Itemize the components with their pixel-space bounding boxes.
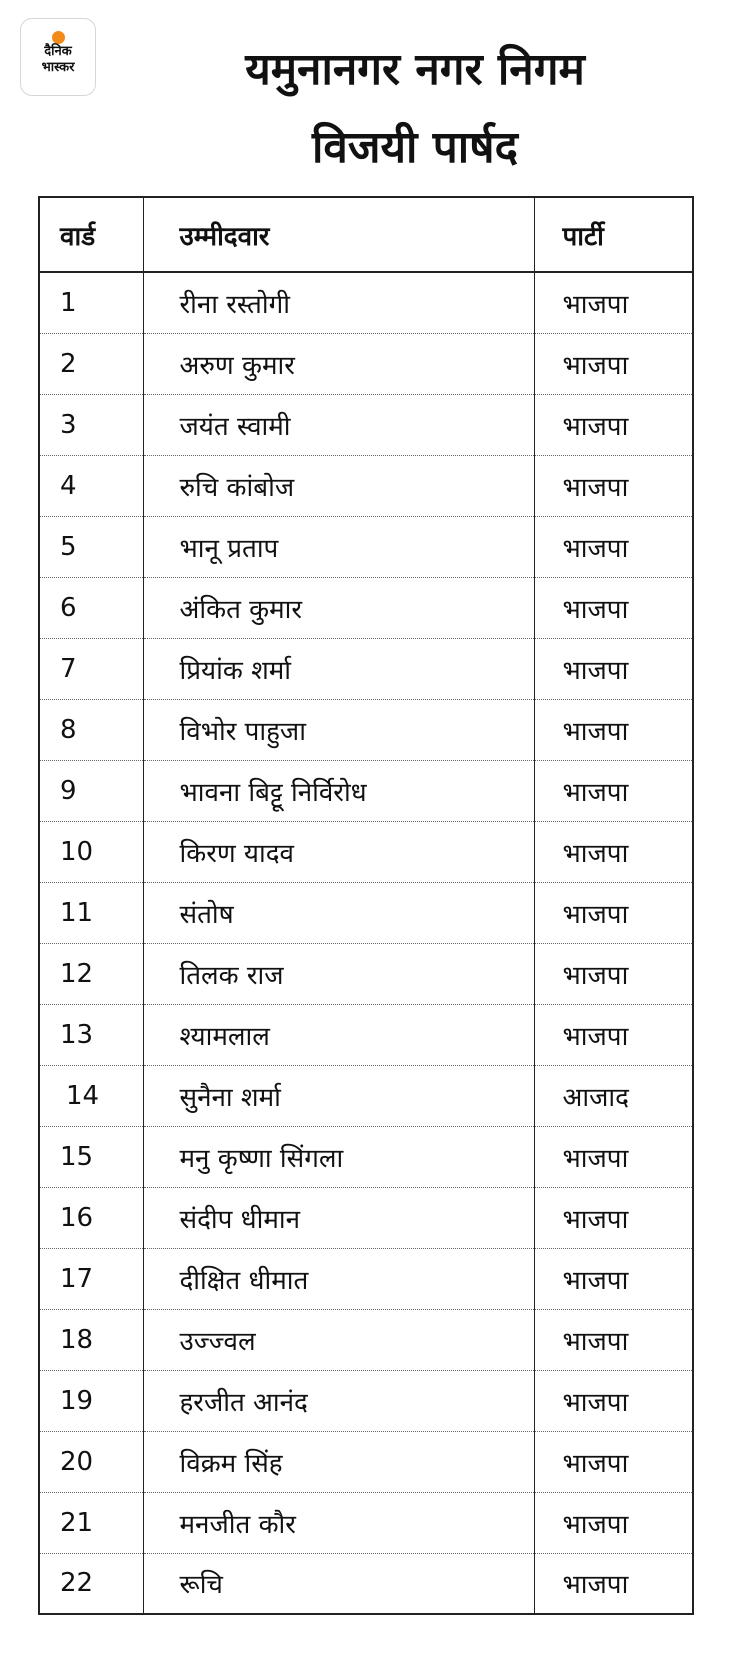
table-row bbox=[39, 760, 693, 821]
table-row bbox=[39, 455, 693, 516]
party-cell: भाजपा bbox=[534, 577, 693, 638]
ward-cell: 2 bbox=[39, 333, 143, 394]
table-row bbox=[39, 943, 693, 1004]
party-cell: भाजपा bbox=[534, 821, 693, 882]
ward-cell: 4 bbox=[39, 455, 143, 516]
ward-cell: 9 bbox=[39, 760, 143, 821]
candidate-cell: मनजीत कौर bbox=[143, 1492, 534, 1553]
party-cell: भाजपा bbox=[534, 1248, 693, 1309]
party-cell: भाजपा bbox=[534, 638, 693, 699]
table-row bbox=[39, 1309, 693, 1370]
table-row bbox=[39, 1370, 693, 1431]
candidate-cell: हरजीत आनंद bbox=[143, 1370, 534, 1431]
candidate-cell: जयंत स्वामी bbox=[143, 394, 534, 455]
ward-cell: 14 bbox=[39, 1065, 143, 1126]
candidate-cell: विभोर पाहुजा bbox=[143, 699, 534, 760]
candidate-cell: भानू प्रताप bbox=[143, 516, 534, 577]
table-row bbox=[39, 516, 693, 577]
party-cell: भाजपा bbox=[534, 699, 693, 760]
ward-cell: 20 bbox=[39, 1431, 143, 1492]
candidate-cell: किरण यादव bbox=[143, 821, 534, 882]
candidate-cell: प्रियांक शर्मा bbox=[143, 638, 534, 699]
party-cell: भाजपा bbox=[534, 516, 693, 577]
header-ward: वार्ड bbox=[39, 197, 143, 272]
party-cell: आजाद bbox=[534, 1065, 693, 1126]
ward-cell: 5 bbox=[39, 516, 143, 577]
table-row bbox=[39, 1248, 693, 1309]
logo-line-2: भास्कर bbox=[41, 60, 75, 75]
candidate-cell: मनु कृष्णा सिंगला bbox=[143, 1126, 534, 1187]
ward-cell: 19 bbox=[39, 1370, 143, 1431]
logo-dot-icon bbox=[52, 31, 65, 44]
party-cell: भाजपा bbox=[534, 1004, 693, 1065]
ward-cell: 12 bbox=[39, 943, 143, 1004]
ward-cell: 22 bbox=[39, 1553, 143, 1614]
ward-cell: 18 bbox=[39, 1309, 143, 1370]
table-row bbox=[39, 1553, 693, 1614]
table-row bbox=[39, 333, 693, 394]
candidate-cell: दीक्षित धीमात bbox=[143, 1248, 534, 1309]
candidate-cell: तिलक राज bbox=[143, 943, 534, 1004]
ward-cell: 1 bbox=[39, 272, 143, 333]
party-cell: भाजपा bbox=[534, 882, 693, 943]
party-cell: भाजपा bbox=[534, 1126, 693, 1187]
table-row bbox=[39, 1431, 693, 1492]
party-cell: भाजपा bbox=[534, 394, 693, 455]
ward-cell: 11 bbox=[39, 882, 143, 943]
party-cell: भाजपा bbox=[534, 1431, 693, 1492]
logo-line-1: दैनिक bbox=[44, 44, 72, 59]
dainik-bhaskar-logo bbox=[20, 18, 96, 96]
candidate-cell: भावना बिट्टू निर्विरोध bbox=[143, 760, 534, 821]
party-cell: भाजपा bbox=[534, 1370, 693, 1431]
header-candidate: उम्मीदवार bbox=[143, 197, 534, 272]
party-cell: भाजपा bbox=[534, 1187, 693, 1248]
candidate-cell: विक्रम सिंह bbox=[143, 1431, 534, 1492]
candidate-cell: सुनैना शर्मा bbox=[143, 1065, 534, 1126]
table-row bbox=[39, 699, 693, 760]
party-cell: भाजपा bbox=[534, 1553, 693, 1614]
ward-cell: 3 bbox=[39, 394, 143, 455]
candidate-cell: संतोष bbox=[143, 882, 534, 943]
ward-cell: 10 bbox=[39, 821, 143, 882]
party-cell: भाजपा bbox=[534, 1492, 693, 1553]
ward-cell: 17 bbox=[39, 1248, 143, 1309]
party-cell: भाजपा bbox=[562, 289, 629, 320]
table-row bbox=[39, 638, 693, 699]
ward-cell: 8 bbox=[39, 699, 143, 760]
party-cell: भाजपा bbox=[534, 943, 693, 1004]
table-header-row bbox=[39, 197, 693, 272]
page-title-line-2: विजयी पार्षद bbox=[312, 122, 518, 173]
candidate-cell: अरुण कुमार bbox=[143, 333, 534, 394]
table-row bbox=[39, 1126, 693, 1187]
table-row bbox=[39, 272, 693, 333]
candidate-cell: रीना रस्तोगी bbox=[143, 272, 534, 333]
ward-cell: 16 bbox=[39, 1187, 143, 1248]
header-party: पार्टी bbox=[534, 197, 693, 272]
winners-table bbox=[38, 196, 694, 1615]
table-row bbox=[39, 577, 693, 638]
table-row bbox=[39, 1004, 693, 1065]
table-row bbox=[39, 821, 693, 882]
ward-cell: 6 bbox=[39, 577, 143, 638]
ward-cell: 21 bbox=[39, 1492, 143, 1553]
table-row bbox=[39, 1187, 693, 1248]
party-cell: भाजपा bbox=[534, 1309, 693, 1370]
ward-cell: 7 bbox=[39, 638, 143, 699]
candidate-cell: उज्ज्वल bbox=[143, 1309, 534, 1370]
table-row bbox=[39, 1065, 693, 1126]
party-cell: भाजपा bbox=[534, 333, 693, 394]
candidate-cell: अंकित कुमार bbox=[143, 577, 534, 638]
page-title-line-1: यमुनानगर नगर निगम bbox=[245, 44, 585, 95]
table-row bbox=[39, 882, 693, 943]
candidate-cell: संदीप धीमान bbox=[143, 1187, 534, 1248]
table-row bbox=[39, 1492, 693, 1553]
candidate-cell: रुचि कांबोज bbox=[143, 455, 534, 516]
candidate-cell: श्यामलाल bbox=[143, 1004, 534, 1065]
candidate-cell: रूचि bbox=[143, 1553, 534, 1614]
ward-cell: 13 bbox=[39, 1004, 143, 1065]
party-cell: भाजपा bbox=[534, 455, 693, 516]
party-cell: भाजपा bbox=[534, 760, 693, 821]
ward-cell: 15 bbox=[39, 1126, 143, 1187]
table-row bbox=[39, 394, 693, 455]
